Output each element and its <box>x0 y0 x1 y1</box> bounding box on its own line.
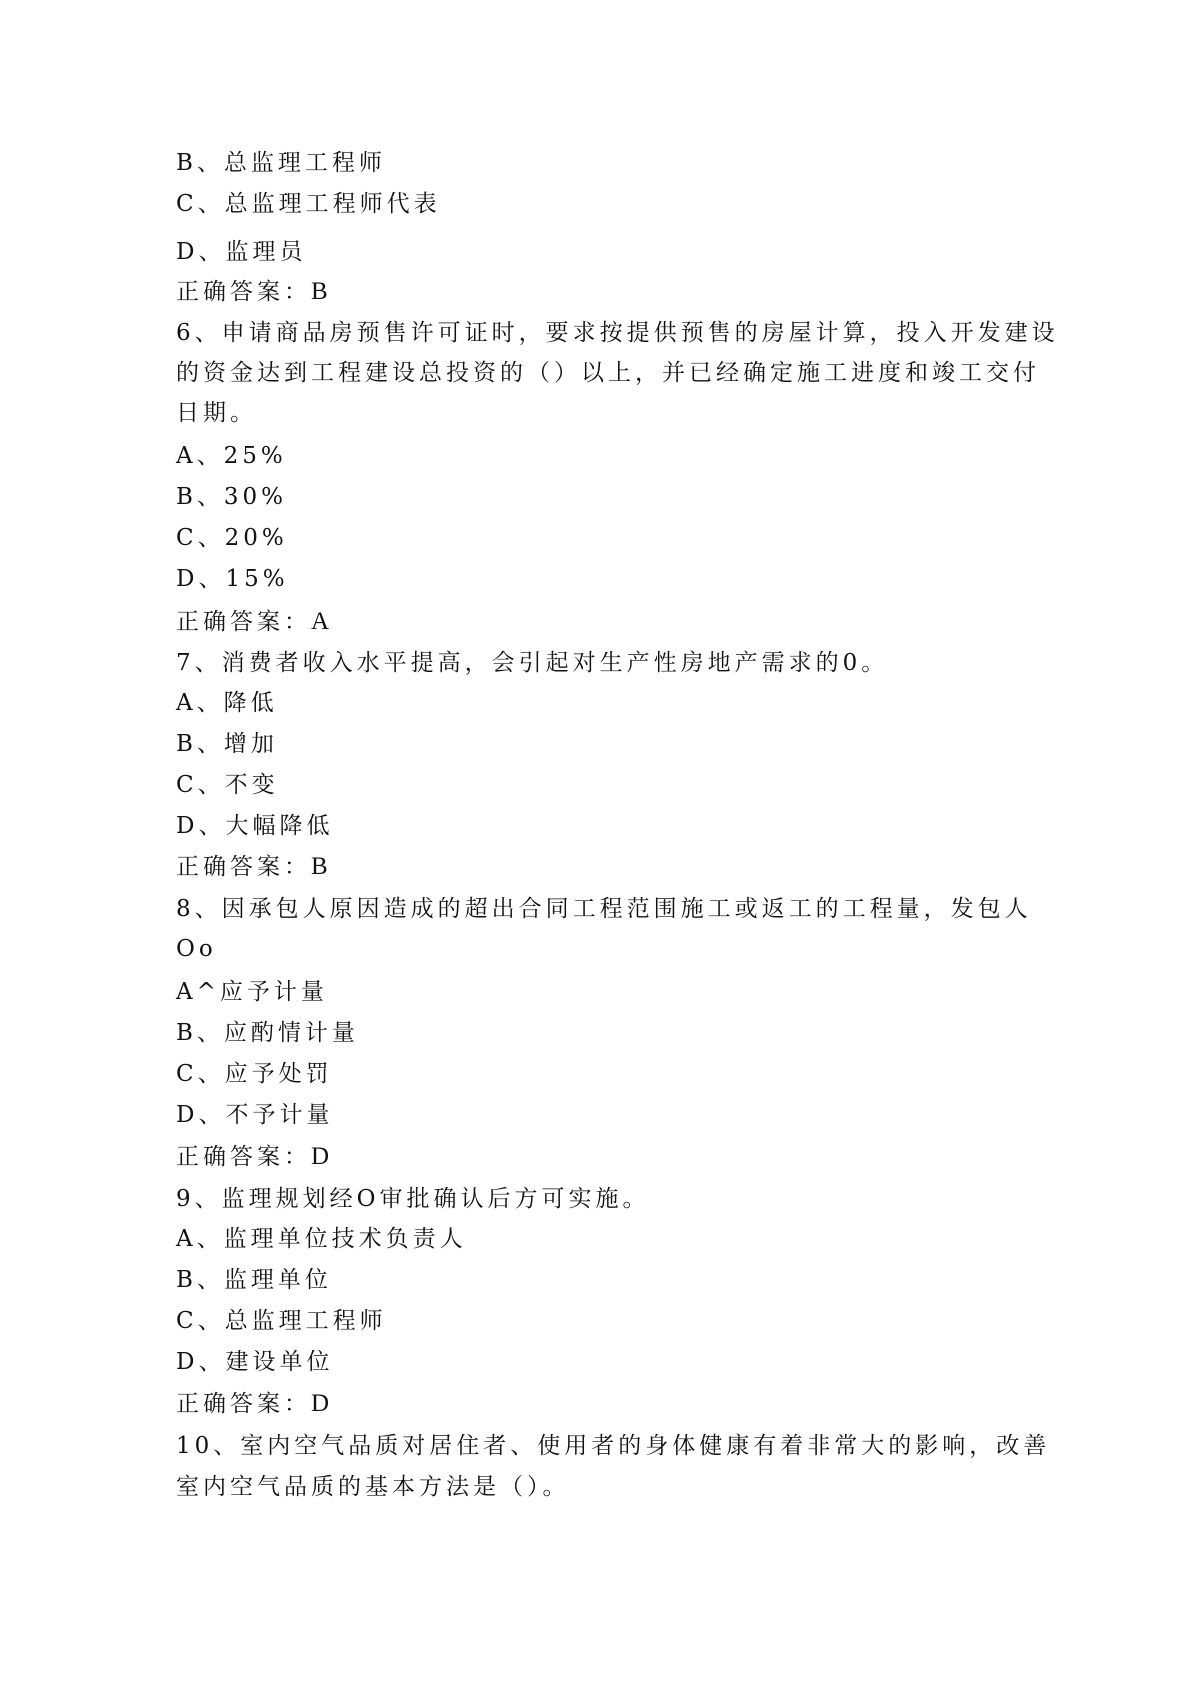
answer-line <box>176 851 328 883</box>
answer-value: D <box>311 1390 330 1417</box>
option-c: C、20% <box>176 525 288 551</box>
option-a: A、降低 <box>176 690 278 716</box>
option-b: B、增加 <box>176 731 278 757</box>
option-c: C、总监理工程师 <box>176 1308 387 1334</box>
option-a: A^应予计量 <box>176 979 328 1005</box>
option-c: C、总监理工程师代表 <box>176 191 441 217</box>
option-c: C、不变 <box>176 772 279 798</box>
answer-line <box>176 1388 329 1420</box>
question-6-line-1: 6、申请商品房预售许可证时，要求按提供预售的房屋计算，投入开发建设 <box>176 320 1059 346</box>
option-b: B、监理单位 <box>176 1267 332 1293</box>
option-d: D、不予计量 <box>176 1102 334 1128</box>
question-10-line-1: 10、室内空气品质对居住者、使用者的身体健康有着非常大的影响，改善 <box>176 1433 1051 1459</box>
question-6-line-2: 的资金达到工程建设总投资的（）以上，并已经确定施工进度和竣工交付 <box>176 360 1040 386</box>
answer-value: D <box>311 1143 330 1170</box>
option-d: D、15% <box>176 566 289 592</box>
question-10-line-2: 室内空气品质的基本方法是（）。 <box>176 1474 570 1500</box>
answer-line <box>176 606 329 638</box>
option-d: D、监理员 <box>176 239 307 265</box>
question-8-line-1: 8、因承包人原因造成的超出合同工程范围施工或返工的工程量，发包人 <box>176 896 1032 922</box>
option-b: B、应酌情计量 <box>176 1020 359 1046</box>
option-c: C、应予处罚 <box>176 1061 333 1087</box>
answer-label: 正确答案： <box>176 609 311 635</box>
question-8-line-2: Oo <box>176 936 217 962</box>
answer-value: B <box>311 278 328 305</box>
option-a: A、监理单位技术负责人 <box>176 1226 467 1252</box>
answer-label: 正确答案： <box>176 1144 311 1170</box>
answer-label: 正确答案： <box>176 279 311 305</box>
option-d: D、大幅降低 <box>176 813 334 839</box>
answer-line <box>176 1141 329 1173</box>
option-b: B、总监理工程师 <box>176 150 386 176</box>
answer-label: 正确答案： <box>176 854 311 880</box>
question-6-line-3: 日期。 <box>176 400 257 426</box>
answer-label: 正确答案： <box>176 1391 311 1417</box>
option-a: A、25% <box>176 443 287 469</box>
option-d: D、建设单位 <box>176 1349 334 1375</box>
answer-line <box>176 276 328 308</box>
answer-value: A <box>311 608 330 635</box>
question-9: 9、监理规划经O审批确认后方可实施。 <box>176 1186 650 1212</box>
option-b: B、30% <box>176 484 288 510</box>
question-7: 7、消费者收入水平提高，会引起对生产性房地产需求的0。 <box>176 650 889 676</box>
answer-value: B <box>311 853 328 880</box>
